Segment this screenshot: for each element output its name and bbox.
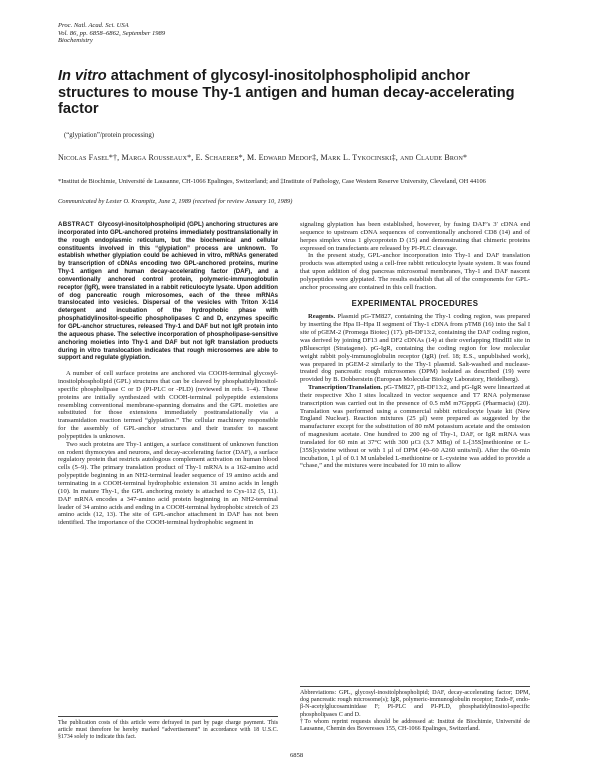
- reagents-text: Plasmid pG-TM827, containing the Thy-1 coding region, was prepared by inserting the Hpa II–Hpa II segment of Thy-1 cDNA from pTM8 (16) into the Sal I site of pGEM-2 (Promega Biotec) (17). pB-DF13:2, containing the DAF coding region, was derived by joining DF13 and DF2 cDNAs (14) at their overlapping HindIII site in pBluescript (Stratagene). pG-IgR, containing the coding region for low molecular weight rabbit poly-immunoglobulin receptor (IgR) (ref. 18; E.S., unpublished work), was prepared in pGEM-2 similarly to the Thy-1 plasmid. Salt-washed and nuclease-treated dog pancreatic rough microsomes (DPM) isolated as described (19) were provided by B. Dobberstein (European Molecular Biology Laboratory, Heidelberg).: [300, 313, 530, 384]
- right-column: [300, 221, 530, 470]
- journal-header: [58, 22, 165, 45]
- title-rest: attachment of glycosyl-inositolphospholipid anchor structures to mouse Thy-1 antigen and human decay-accelerating factor: [58, 68, 515, 118]
- left-column: [58, 221, 278, 527]
- abbreviations-footnote: Abbreviations: GPL, glycosyl-inositolphospholipid; DAF, decay-accelerating factor; DPM, dog pancreatic rough microsome(s); IgR, polymeric-immunoglobulin receptor; Endo-F, endo-β-N-acetylglucosaminidase F; PI-PLC and PI-PLD, phosphatidylinositol-specific phospholipases C and D.: [300, 690, 530, 718]
- journal-name: Proc. Natl. Acad. Sci. USA: [58, 22, 129, 29]
- abstract: [58, 221, 278, 362]
- title-italic: In vitro: [58, 68, 107, 84]
- affiliations: *Institut de Biochimie, Université de Lausanne, CH-1066 Epalinges, Switzerland; and ‡Institute of Pathology, Case Western Reserve University, Cleveland, OH 44106: [58, 178, 486, 185]
- intro-paragraph: A number of cell surface proteins are anchored via COOH-terminal glycosyl-inositolphospholipid (GPL) structures that can be cleaved by phosphatidylinositol-specific phospholipase C or D (PI-PLC or -PLD) (reviewed in refs. 1–4). These proteins are initially synthesized with COOH-terminal polypeptide extensions resembling conventional membrane-spanning domains and the GPL moieties are substituted for those extensions immediately posttranslationally via a transamidation reaction termed “glypiation.” The cellular machinery responsible for the assembly of GPL-anchor structures and their transfer to nascent polypeptides is unknown.: [58, 370, 278, 440]
- subsection-label: Transcription/Translation.: [308, 384, 383, 392]
- journal-volume: Vol. 86, pp. 6858–6862, September 1989: [58, 29, 166, 37]
- keywords: (“glypiation”/protein processing): [64, 132, 155, 139]
- correspondence-footnote: †To whom reprint requests should be addressed at: Institut de Biochimie, Université de Lausanne, Chemin des Boveresses 155, CH-1066 Epalinges, Switzerland.: [300, 718, 530, 733]
- transcription-text: pG-TM827, pB-DF13:2, and pG-IgR were linearized at their respective Xho I sites localized in vector sequence and T7 RNA polymerase transcription was carried out in the presence of 0.5 mM m7GpppG (Pharmacia) (20). Translation was performed using a commercial rabbit reticulocyte lysate kit (New England Nuclear). Reaction mixtures (25 µl) were prepared as suggested by the manufacturer except for the substitution of 80 mM potassium acetate and the omission of magnesium acetate. One hundred to 200 ng of Thy-1, DAF, or IgR mRNA was translated for 60 min at 37°C with 300 µCi (3.7 MBq) of L-[35S]methionine or L-[35S]cysteine without or with 1 µl of DPM (40–60 A260 units/ml). After the 60-min incubation, 1 µl of 0.1 M unlabeled L-methionine or L-cysteine was added to provide a “chase,” and the mixtures were incubated for 10 min to allow: [300, 384, 530, 470]
- abstract-label: ABSTRACT: [58, 221, 94, 228]
- page-number: 6858: [290, 752, 304, 759]
- journal-section: Biochemistry: [58, 37, 93, 45]
- section-heading: EXPERIMENTAL PROCEDURES: [351, 298, 479, 308]
- abstract-text: Glycosyl-inositolphospholipid (GPL) anchoring structures are incorporated into GPL-anchored proteins immediately posttranslationally in the rough endoplasmic reticulum, but the biochemical and cellular constituents involved in this “glypiation” process are unknown. To establish whether glypiation could be achieved in vitro, mRNAs generated by transcription of cDNAs encoding two GPL-anchored proteins, murine Thy-1 antigen and human decay-accelerating factor (DAF), and a conventionally anchored control protein, polymeric-immunoglobulin receptor (IgR), were translated in a rabbit reticulocyte lysate. Upon addition of dog pancreatic rough microsomes, each of the three mRNAs translocated into vesicles. Dispersal of the vesicles with Triton X-114 detergent and incubation of the hydrophobic phase with phosphatidylinositol-specific phospholipases C and D, enzymes specific for GPL-anchor structures, released Thy-1 and DAF but not IgR protein into the aqueous phase. The selective incorporation of phospholipase-sensitive anchoring moieties into Thy-1 and DAF but not IgR translation products during in vitro translocation indicates that rough microsomes are able to support and regulate glypiation.: [58, 221, 279, 362]
- intro-continued: signaling glypiation has been established, however, by fusing DAF’s 3′ cDNA end sequence to upstream cDNA sequences of conventionally anchored CD8 (14) and of herpes simplex virus 1 glycoprotein D (15) and demonstrating that chimeric proteins expressed on transfectants are released by PI-PLC cleavage.: [300, 221, 530, 252]
- author-list: Nicolas Fasel*†, Marga Rousseaux*, E. Schaerer*, M. Edward Medof‡, Mark L. Tykocinski‡, and Claude Bron*: [58, 153, 468, 162]
- intro-paragraph: Two such proteins are Thy-1 antigen, a surface constituent of unknown function on rodent thymocytes and neurons, and decay-accelerating factor (DAF), a surface regulatory protein that restricts autologous complement activation on human blood cells (5–9). The primary translation product of Thy-1 mRNA is a 162-amino acid polypeptide beginning in an NH2-terminal leader sequence of 19 amino acids and terminating in a COOH-terminal hydrophobic extension 31 amino acids in length (10). In mature Thy-1, the GPL anchoring moiety is attached to Cys-112 (5, 11). DAF mRNA encodes a 347-amino acid protein beginning in an NH2-terminal leader of 34 amino acids and ending in a COOH-terminal hydrophobic stretch of 23 amino acids (12, 13). The site of GPL-anchor attachment in DAF has not been identified. The importance of the COOH-terminal hydrophobic segment in: [58, 440, 278, 527]
- communicated-by: Communicated by Lester O. Krampitz, June 2, 1989 (received for review January 10, 1989): [58, 198, 293, 205]
- intro-paragraph: In the present study, GPL-anchor incorporation into Thy-1 and DAF translation products was attempted using a cell-free rabbit reticulocyte lysate system. It was found that upon addition of dog pancreas microsomal membranes, Thy-1 and DAF nascent polypeptides were glypiated. The results establish that all of the components for GPL-anchor processing are contained in this cell fraction.: [300, 252, 530, 291]
- footnotes-right: [300, 686, 530, 733]
- article-title: [58, 68, 528, 118]
- subsection-label: Reagents.: [308, 313, 336, 321]
- payment-footnote: The publication costs of this article were defrayed in part by page charge payment. This article must therefore be hereby marked “advertisement” in accordance with 18 U.S.C. §1734 solely to indicate this fact.: [58, 716, 278, 741]
